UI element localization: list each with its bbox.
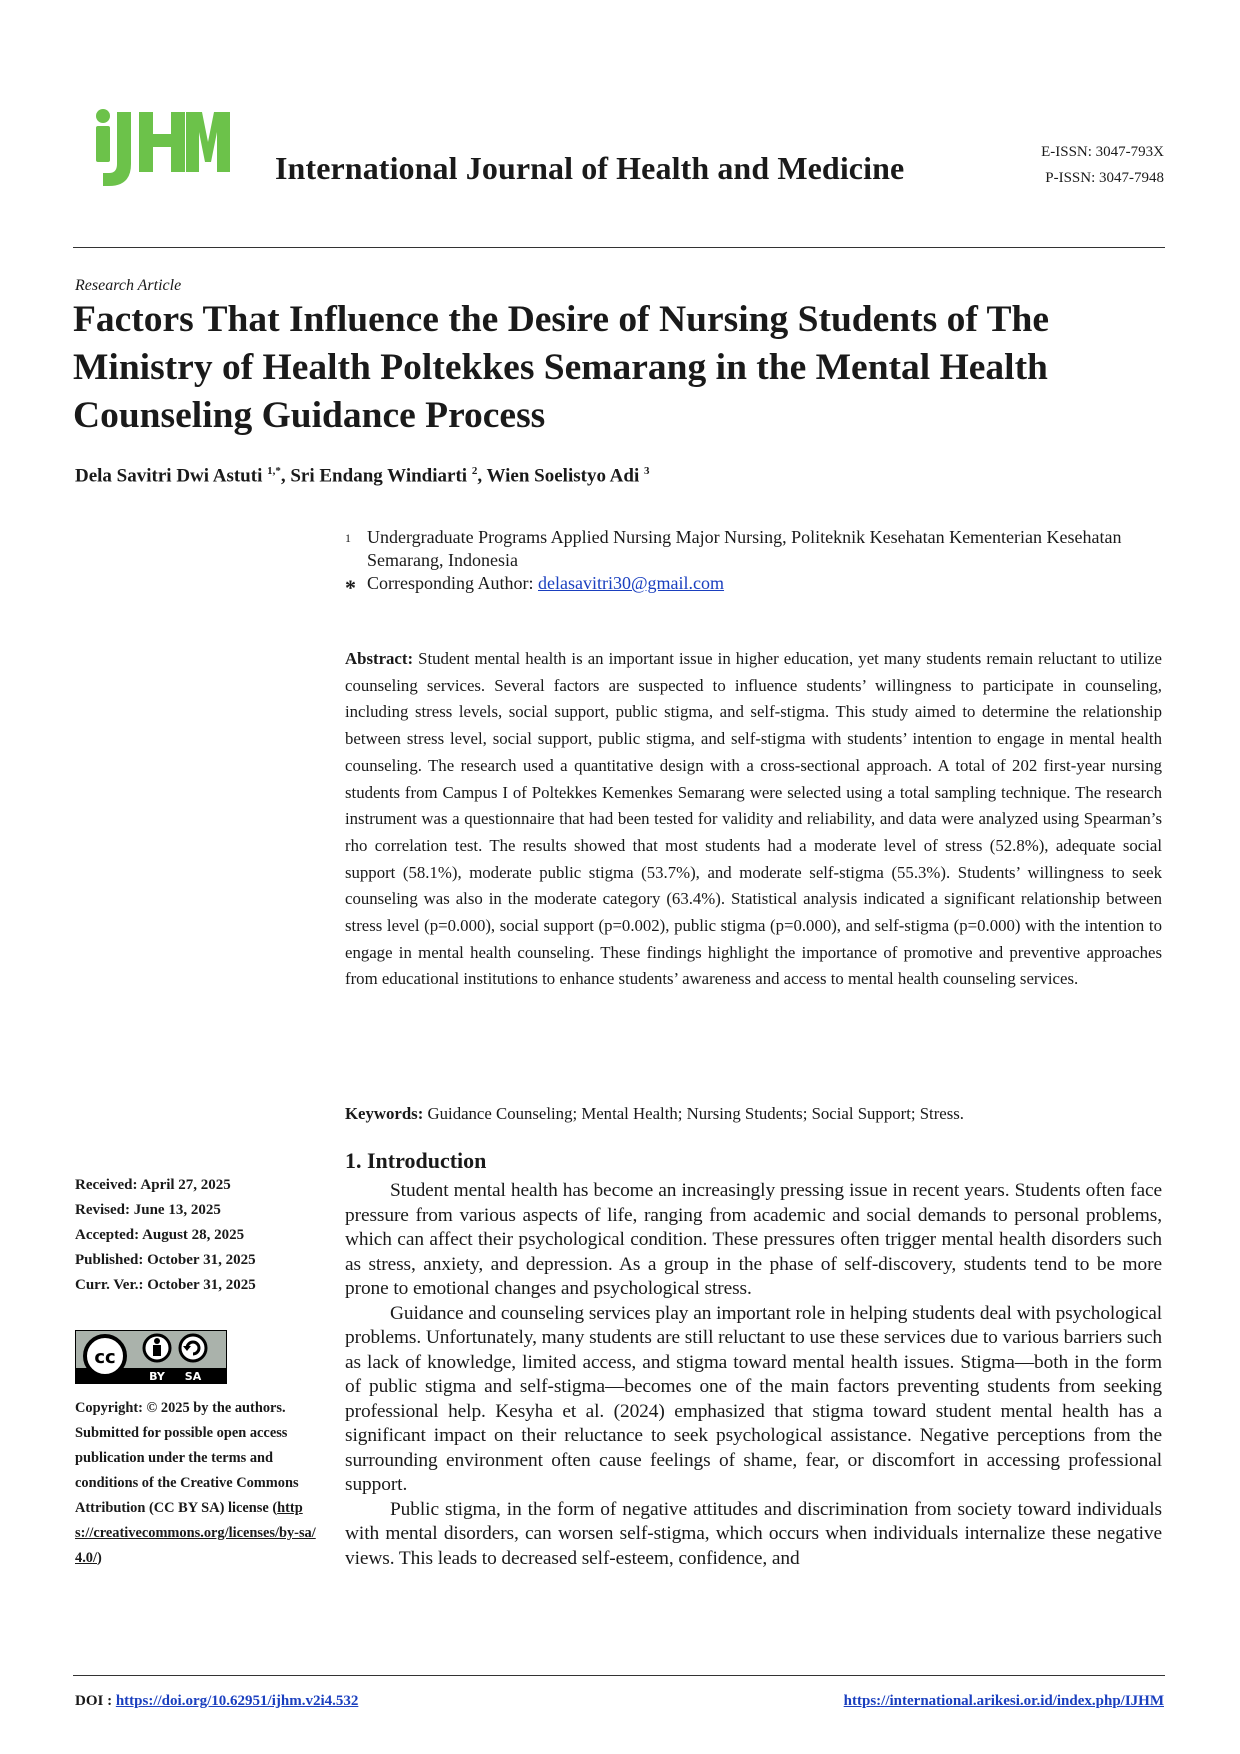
sa-icon: [180, 1335, 206, 1361]
affiliations: [345, 526, 1145, 599]
author-affiliation-mark: 2: [471, 465, 478, 477]
corresponding-label: Corresponding Author:: [367, 573, 534, 593]
date-row: [75, 1273, 256, 1298]
author-name: Sri Endang Windiarti: [290, 465, 472, 487]
doi-link[interactable]: https://doi.org/10.62951/ijhm.v2i4.532: [115, 1693, 359, 1709]
abstract-label: Abstract:: [345, 649, 414, 668]
date-value: April 27, 2025: [140, 1177, 231, 1193]
date-label: Accepted:: [75, 1227, 143, 1243]
doi: [75, 1693, 358, 1710]
date-value: October 31, 2025: [147, 1252, 256, 1268]
cc-by-sa-license-badge[interactable]: [75, 1330, 227, 1384]
keywords: [345, 1102, 1162, 1126]
copyright-close: ): [97, 1550, 102, 1566]
section-heading-introduction: 1. Introduction: [345, 1148, 487, 1173]
date-label: Curr. Ver.:: [75, 1277, 148, 1293]
journal-website-link[interactable]: https://international.arikesi.or.id/index.php/IJHM: [843, 1693, 1164, 1709]
affiliation-marker: 1: [345, 531, 351, 545]
article-title: Factors That Influence the Desire of Nursing Students of The Ministry of Health Poltekkes Semarang in the Mental Health Counseling Guidance Process: [73, 299, 1050, 436]
sa-label: SA: [184, 1370, 202, 1383]
date-label: Received:: [75, 1177, 141, 1193]
affiliation-1: [345, 526, 1145, 572]
author-affiliation-mark: 1,*: [267, 465, 281, 477]
issn-block: [1041, 139, 1164, 191]
corresponding-marker: *: [345, 575, 356, 600]
affiliation-text: Undergraduate Programs Applied Nursing Major Nursing, Politeknik Kesehatan Kementerian Kesehatan Semarang, Indonesia: [367, 527, 1122, 570]
paragraph: Guidance and counseling services play an important role in helping students deal with psychological problems. Unfortunately, many students are still reluctant to use these services due to various barriers such as lack of knowledge, limited access, and stigma toward mental health issues. Stigma—both in the form of public stigma and self-stigma—becomes one of the main factors preventing students from seeking professional help. Kesyha et al. (2024) emphasized that stigma toward student mental health has a significant impact on their reluctance to seek psychological assistance. Negative perceptions from the surrounding environment often cause feelings of shame, fear, or discomfort in accessing professional support.: [345, 1302, 1162, 1495]
date-row: [75, 1223, 256, 1248]
footer-divider: [73, 1675, 1165, 1676]
doi-label: DOI :: [75, 1693, 116, 1709]
e-issn: E-ISSN: 3047-793X: [1041, 144, 1164, 160]
abstract: [345, 646, 1162, 993]
date-value: August 28, 2025: [142, 1227, 245, 1243]
date-row: [75, 1248, 256, 1273]
date-label: Published:: [75, 1252, 148, 1268]
corresponding-email-link[interactable]: delasavitri30@gmail.com: [538, 573, 725, 593]
license-link[interactable]: https://creativecommons.org/licenses/by-sa/4.0/: [75, 1500, 316, 1566]
paragraph: Student mental health has become an increasingly pressing issue in recent years. Students often face pressure from various aspects of life, ranging from academic and social demands to personal problems, which can affect their psychological condition. These pressures often trigger mental health disorders such as stress, anxiety, and depression. As a group in the phase of self-discovery, students tend to be more prone to emotional changes and psychological stress.: [345, 1180, 1162, 1299]
by-label: BY: [149, 1370, 165, 1383]
date-value: October 31, 2025: [147, 1277, 256, 1293]
author-name: Wien Soelistyo Adi: [486, 465, 644, 487]
author-name: Dela Savitri Dwi Astuti: [75, 465, 268, 487]
copyright-text: Copyright: © 2025 by the authors. Submitted for possible open access publication under the terms and conditions of the Creative Commons Attribution (CC BY SA) license (: [75, 1400, 299, 1516]
article-type: Research Article: [75, 277, 182, 294]
keywords-label: Keywords:: [345, 1104, 424, 1123]
date-row: [75, 1198, 256, 1223]
header-divider: [73, 247, 1165, 248]
author-affiliation-mark: 3: [643, 465, 650, 477]
journal-logo: [95, 108, 230, 190]
author-list: Dela Savitri Dwi Astuti $^{1,*}$, Sri Endang Windiarti $^2$, Wien Soelistyo Adi $^3$: [75, 465, 650, 487]
date-value: June 13, 2025: [133, 1202, 221, 1218]
p-issn: P-ISSN: 3047-7948: [1045, 170, 1164, 186]
journal-title: International Journal of Health and Medicine: [275, 150, 905, 186]
copyright-notice: [75, 1396, 320, 1571]
date-row: [75, 1173, 256, 1198]
publication-dates: [75, 1173, 256, 1298]
corresponding-author: [345, 572, 1145, 599]
abstract-text: Student mental health is an important issue in higher education, yet many students remain reluctant to utilize counseling services. Several factors are suspected to influence students’ willingness to participate in counseling, including stress levels, social support, public stigma, and self-stigma. This study aimed to determine the relationship between stress level, social support, public stigma, and self-stigma with students’ intention to engage in mental health counseling. The research used a quantitative design with a cross-sectional approach. A total of 202 first-year nursing students from Campus I of Poltekkes Kemenkes Semarang were selected using a total sampling technique. The research instrument was a questionnaire that had been tested for validity and reliability, and data were analyzed using Spearman’s rho correlation test. The results showed that most students had a moderate level of stress (52.8%), adequate social support (58.1%), moderate public stigma (53.7%), and moderate self-stigma (55.3%). Students’ willingness to seek counseling was also in the moderate category (63.4%). Statistical analysis indicated a significant relationship between stress level (p=0.000), social support (p=0.002), public stigma (p=0.000), and self-stigma (p=0.000) with the intention to engage in mental health counseling. These findings highlight the importance of promotive and preventive approaches from educational institutions to enhance students’ awareness and access to mental health counseling services.: [345, 649, 1162, 989]
keywords-text: Guidance Counseling; Mental Health; Nursing Students; Social Support; Stress.: [427, 1104, 964, 1123]
date-label: Revised:: [75, 1202, 134, 1218]
introduction-body: [345, 1179, 1162, 1571]
cc-icon-label: cc: [94, 1347, 116, 1368]
paragraph: Public stigma, in the form of negative attitudes and discrimination from society toward individuals with mental disorders, can worsen self-stigma, which occurs when individuals internalize these negative views. This leads to decreased self-esteem, confidence, and: [345, 1498, 1162, 1569]
